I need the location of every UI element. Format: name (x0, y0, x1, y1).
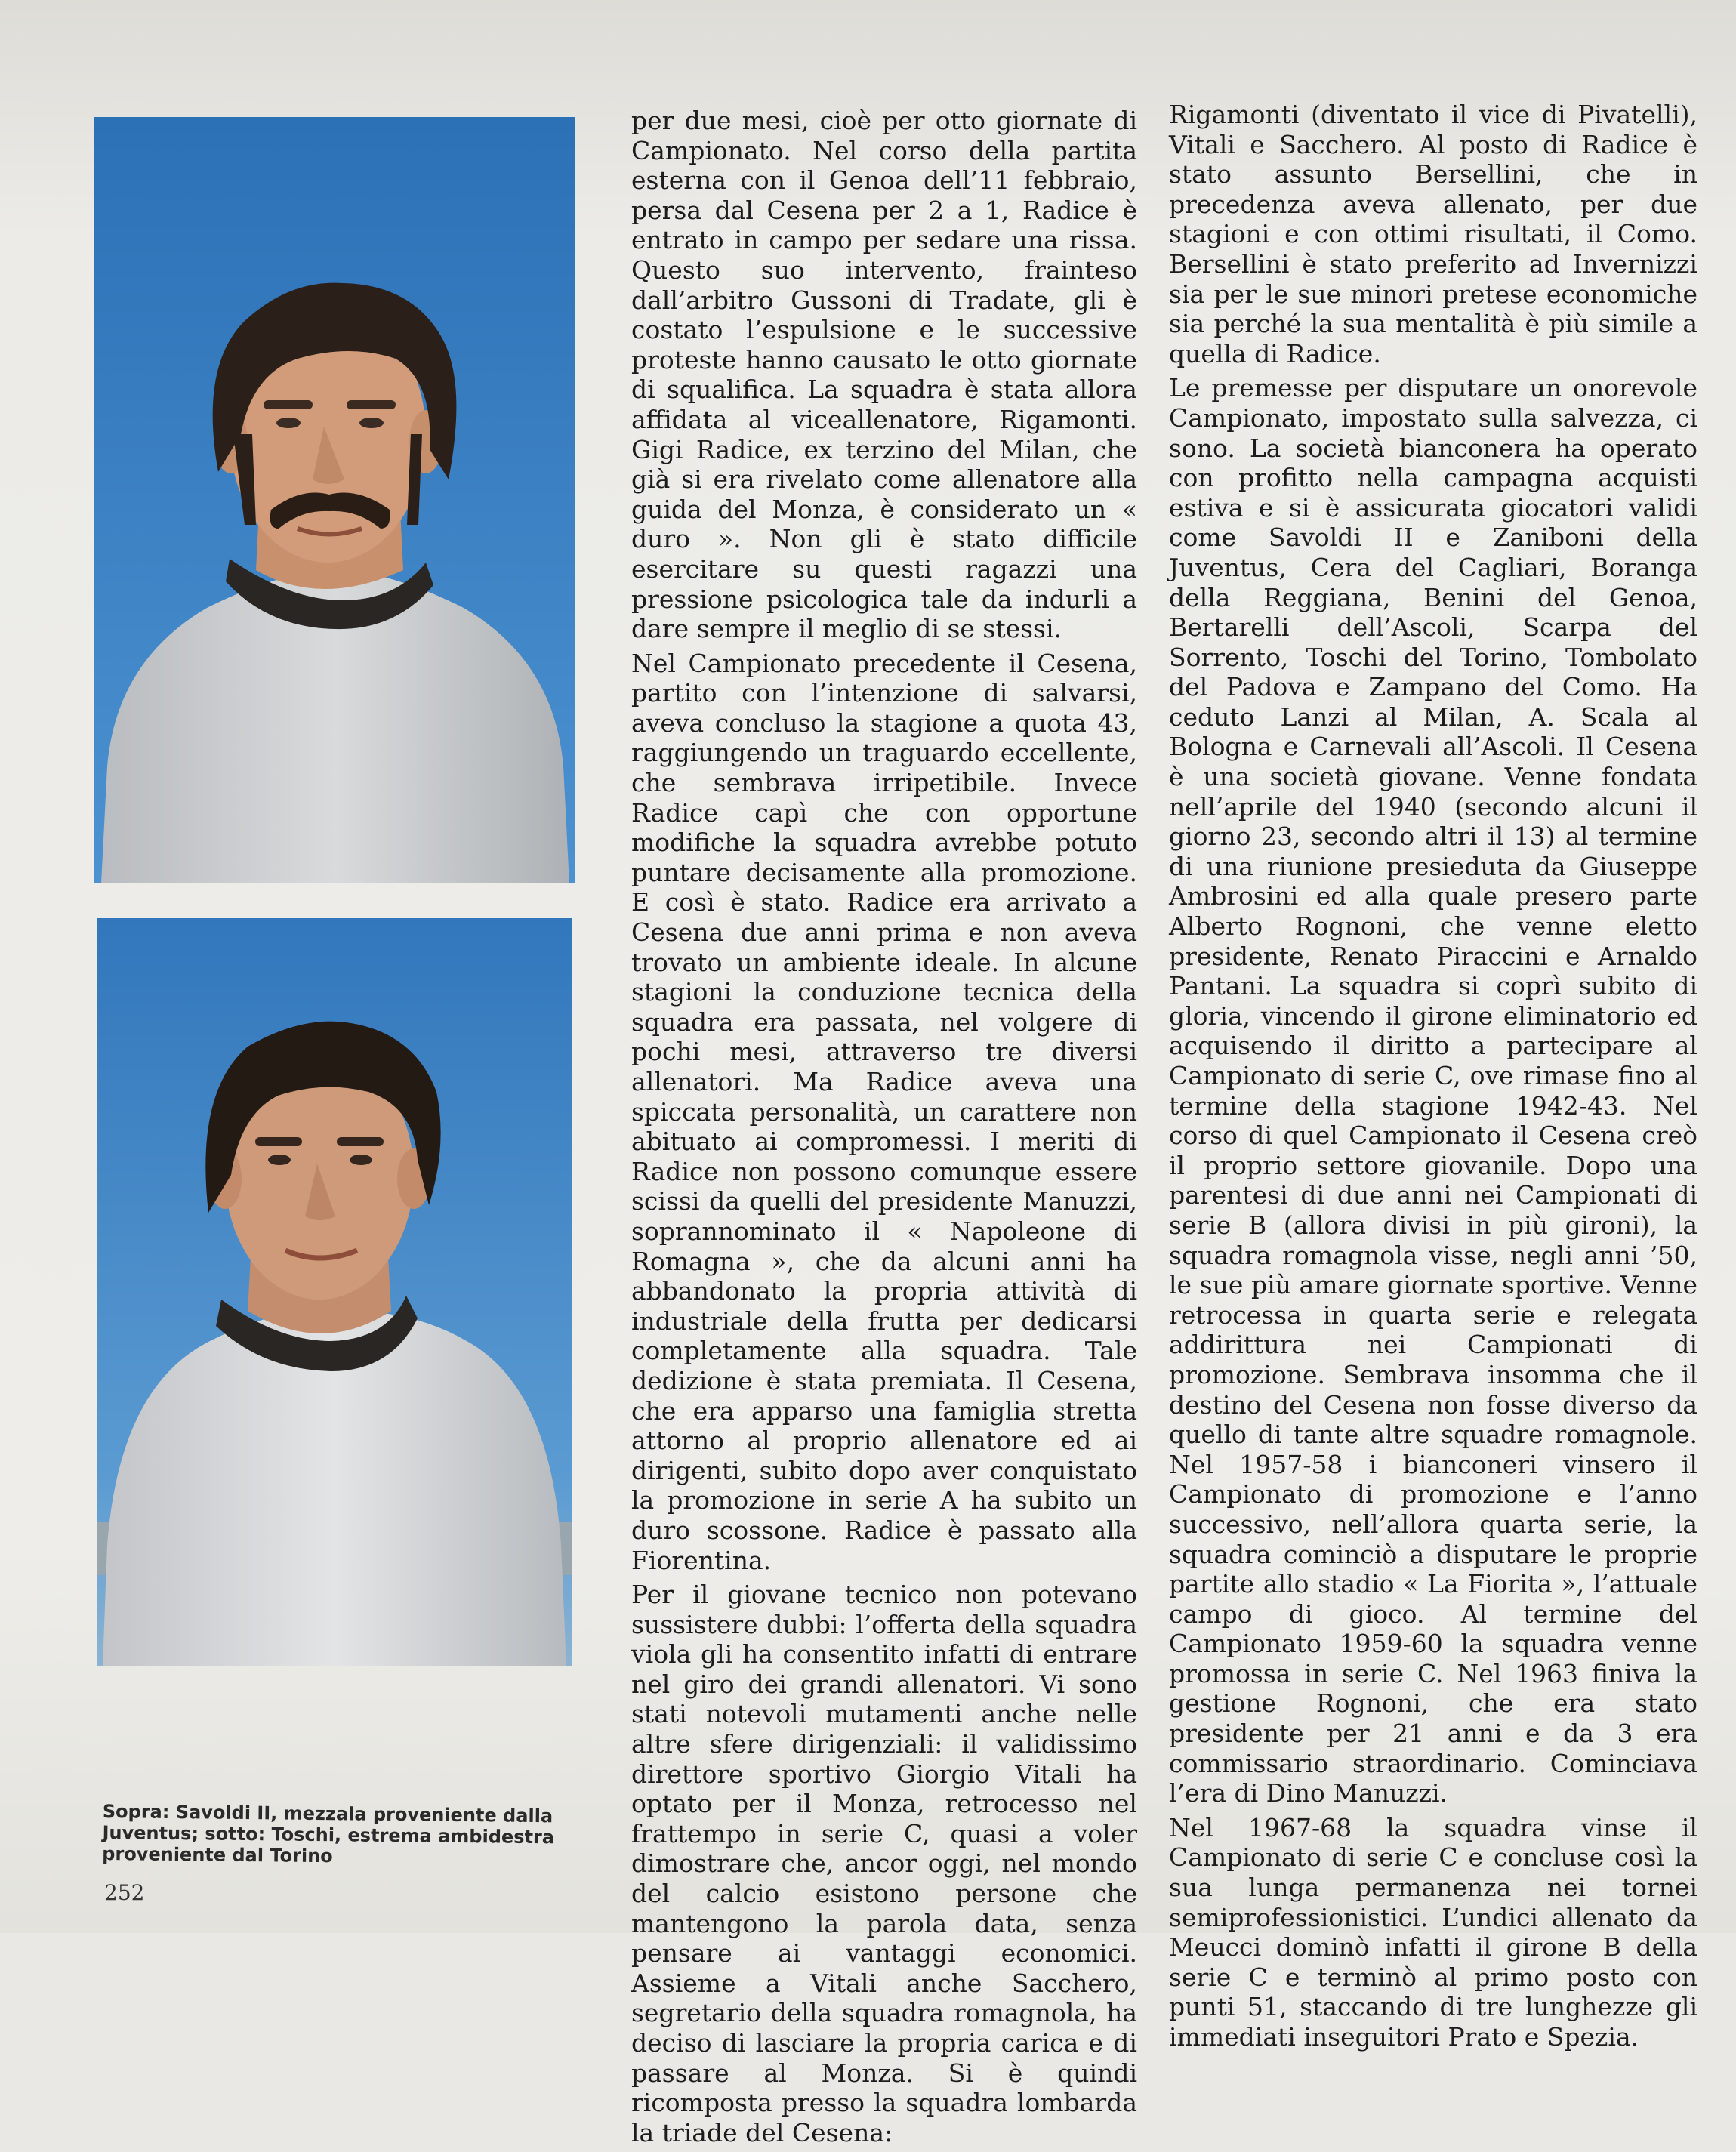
photo-toschi (97, 918, 572, 1666)
paragraph: Nel 1967-68 la squadra vinse il Campionato di serie C e concluse così la sua lunga permanenza nei tornei semiprofessionistici. L’undici allenato da Meucci dominò infatti il girone B della serie C e terminò al primo posto con punti 51, staccando di tre lunghezze gli immediati inseguitori Prato e Spezia. (1169, 1812, 1697, 2052)
paragraph: Per il giovane tecnico non potevano sussistere dubbi: l’offerta della squadra viola gli ha consentito infatti di entrare nel giro dei grandi allenatori. Vi sono stati notevoli mutamenti anche nelle altre sfere dirigenziali: il validissimo direttore sportivo Giorgio Vitali ha optato per il Monza, retrocesso nel frattempo in serie C, quasi a voler dimostrare che, ancor oggi, nel mondo del calcio esistono persone che mantengono la parola data, senza pensare ai vantaggi economici. Assieme a Vitali anche Sacchero, segretario della squadra romagnola, ha deciso di lasciare la propria carica e di passare al Monza. Si è quindi ricomposta presso la squadra lombarda la triade del Cesena: (631, 1580, 1137, 2147)
page-number: 252 (104, 1880, 145, 1905)
paragraph: per due mesi, cioè per otto giornate di Campionato. Nel corso della partita esterna con il Genoa dell’11 febbraio, persa dal Cesena per 2 a 1, Radice è entrato in campo per sedare una rissa. Questo suo intervento, frainteso dall’arbitro Gussoni di Tradate, gli è costato l’espulsione e le successive proteste hanno causato le otto giornate di squalifica. La squadra è stata allora affidata al viceallenatore, Rigamonti. Gigi Radice, ex terzino del Milan, che già si era rivelato come allenatore alla guida del Monza, è considerato un « duro ». Non gli è stato difficile esercitare su questi ragazzi una pressione psicologica tale da indurli a dare sempre il meglio di se stessi. (631, 106, 1137, 644)
text-column-middle (631, 106, 1137, 2152)
text-column-right (1169, 100, 1697, 2057)
paragraph: Nel Campionato precedente il Cesena, partito con l’intenzione di salvarsi, aveva concluso la stagione a quota 43, raggiungendo un traguardo eccellente, che sembrava irripetibile. Invece Radice capì che con opportune modifiche la squadra avrebbe potuto puntare decisamente alla promozione. E così è stato. Radice era arrivato a Cesena due anni prima e non aveva trovato un ambiente ideale. In alcune stagioni la conduzione tecnica della squadra era passata, nel volgere di pochi mesi, attraverso tre diversi allenatori. Ma Radice aveva una spiccata personalità, un carattere non abituato ai compromessi. I meriti di Radice non possono comunque essere scissi da quelli del presidente Manuzzi, soprannominato il « Napoleone di Romagna », che da alcuni anni ha abbandonato la propria attività di industriale della frutta per dedicarsi completamente alla squadra. Tale dedizione è stata premiata. Il Cesena, che era apparso una famiglia stretta attorno al proprio allenatore ed ai dirigenti, subito dopo aver conquistato la promozione in serie A ha subito un duro scossone. Radice è passato alla Fiorentina. (631, 648, 1137, 1575)
photo-caption: Sopra: Savoldi II, mezzala proveniente dalla Juventus; sotto: Toschi, estrema ambidestra proveniente dal Torino (102, 1801, 555, 1867)
paragraph: Rigamonti (diventato il vice di Pivatelli), Vitali e Sacchero. Al posto di Radice è stato assunto Bersellini, che in precedenza aveva allenato, per due stagioni e con ottimi risultati, il Como. Bersellini è stato preferito ad Invernizzi sia per le sue minori pretese economiche sia perché la sua mentalità è più simile a quella di Radice. (1169, 100, 1697, 368)
photo-savoldi (94, 117, 575, 883)
portrait-toschi-illustration (97, 918, 572, 1666)
paragraph: Le premesse per disputare un onorevole Campionato, impostato sulla salvezza, ci sono. La società bianconera ha operato con profitto nella campagna acquisti estiva e si è assicurata giocatori validi come Savoldi II e Zaniboni della Juventus, Cera del Cagliari, Boranga della Reggiana, Benini del Genoa, Bertarelli dell’Ascoli, Scarpa del Sorrento, Toschi del Torino, Tombolato del Padova e Zampano del Como. Ha ceduto Lanzi al Milan, A. Scala al Bologna e Carnevali all’Ascoli. Il Cesena è una società giovane. Venne fondata nell’aprile del 1940 (secondo alcuni il giorno 23, secondo altri il 13) al termine di una riunione presieduta da Giuseppe Ambrosini ed alla quale presero parte Alberto Rognoni, che venne eletto presidente, Renato Piraccini e Arnaldo Pantani. La squadra si coprì subito di gloria, vincendo il girone eliminatorio ed acquisendo il diritto a partecipare al Campionato di serie C, ove rimase fino al termine della stagione 1942-43. Nel corso di quel Campionato il Cesena creò il proprio settore giovanile. Dopo una parentesi di due anni nei Campionati di serie B (allora divisi in più gironi), la squadra romagnola visse, negli anni ’50, le sue più amare giornate sportive. Venne retrocessa in quarta serie e relegata addirittura nei Campionati di promozione. Sembrava insomma che il destino del Cesena non fosse diverso da quello di tante altre squadre romagnole. Nel 1957-58 i bianconeri vinsero il Campionato di promozione e l’anno successivo, nell’allora quarta serie, la squadra cominciò a disputare le proprie partite allo stadio « La Fiorita », l’attuale campo di gioco. Al termine del Campionato 1959-60 la squadra venne promossa in serie C. Nel 1963 finiva la gestione Rognoni, che era stato presidente per 21 anni e da 3 era commissario straordinario. Cominciava l’era di Dino Manuzzi. (1169, 373, 1697, 1808)
portrait-savoldi-illustration (94, 117, 575, 883)
